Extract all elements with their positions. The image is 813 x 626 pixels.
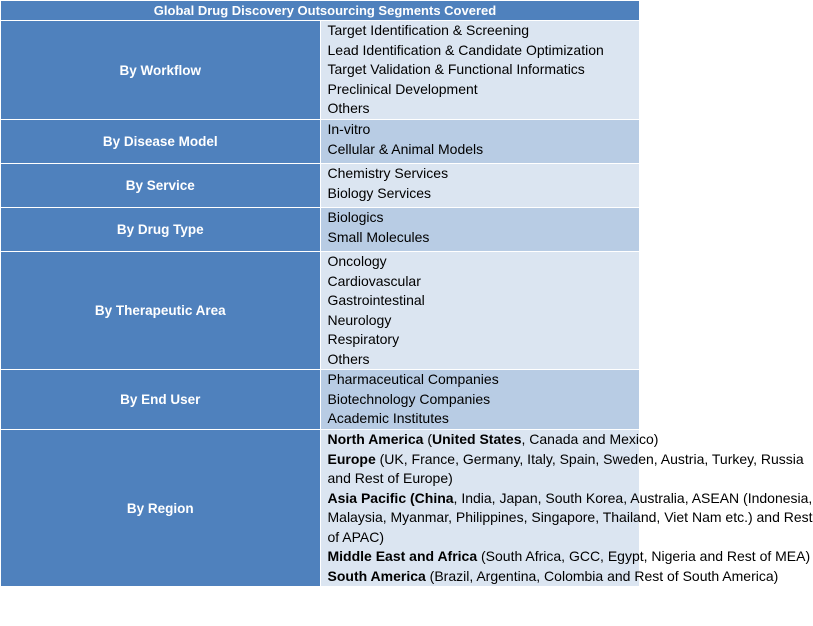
category-workflow: By Workflow xyxy=(1,21,321,120)
table-row xyxy=(1,370,640,430)
items-therapeutic-area xyxy=(320,252,640,370)
list-item: Biotechnology Companies xyxy=(327,390,491,407)
items-disease-model xyxy=(320,120,640,164)
list-item: In-vitro xyxy=(327,121,371,137)
region-detail: , Canada and Mexico) xyxy=(521,431,659,447)
list-item: Oncology xyxy=(327,253,387,269)
region-detail: of APAC) xyxy=(327,528,385,545)
table-row xyxy=(1,430,640,587)
region-detail: ( xyxy=(423,431,433,447)
items-end-user xyxy=(320,370,640,430)
region-name: Asia Pacific (China xyxy=(327,489,454,506)
table-row xyxy=(1,120,640,164)
category-drug-type: By Drug Type xyxy=(1,208,321,252)
list-item: Chemistry Services xyxy=(327,165,449,181)
category-disease-model: By Disease Model xyxy=(1,120,321,164)
region-name: United States xyxy=(432,431,522,447)
region-name: South America xyxy=(327,567,426,584)
list-item: Biologics xyxy=(327,209,384,225)
category-end-user: By End User xyxy=(1,370,321,430)
list-item: Gastrointestinal xyxy=(327,292,425,308)
list-item: Lead Identification & Candidate Optimization xyxy=(327,41,604,58)
category-therapeutic-area: By Therapeutic Area xyxy=(1,252,321,370)
list-item: Neurology xyxy=(327,311,392,328)
region-line xyxy=(327,547,811,567)
list-item: Target Validation & Functional Informatics xyxy=(327,61,585,77)
region-name: Middle East and Africa xyxy=(327,548,478,564)
items-workflow xyxy=(320,21,640,120)
region-detail: , India, Japan, South Korea, Australia, ASEAN (Indonesia, xyxy=(453,489,813,506)
category-region: By Region xyxy=(1,430,321,587)
table-title: Global Drug Discovery Outsourcing Segments Covered xyxy=(1,1,640,21)
list-item: Others xyxy=(327,100,370,116)
list-item: Respiratory xyxy=(327,331,400,347)
list-item: Biology Services xyxy=(327,184,431,201)
items-region xyxy=(320,430,813,587)
table-row xyxy=(1,208,640,252)
region-line xyxy=(327,430,659,450)
region-name: Europe xyxy=(327,450,376,467)
region-list xyxy=(327,430,813,586)
region-line xyxy=(328,528,640,548)
region-detail: and Rest of Europe) xyxy=(327,470,453,486)
region-line xyxy=(327,450,804,470)
list-item: Cellular & Animal Models xyxy=(327,140,484,157)
region-line xyxy=(327,489,813,509)
list-item: Cardiovascular xyxy=(327,272,421,289)
list-item: Small Molecules xyxy=(327,228,430,245)
region-line xyxy=(327,508,813,528)
list-item: Pharmaceutical Companies xyxy=(327,371,499,387)
region-line xyxy=(327,567,779,587)
list-item: Academic Institutes xyxy=(327,410,449,426)
region-detail: (South Africa, GCC, Egypt, Nigeria and Rest of MEA) xyxy=(477,548,811,564)
list-item: Target Identification & Screening xyxy=(327,22,530,38)
items-drug-type xyxy=(320,208,640,252)
table-row xyxy=(1,164,640,208)
table-row xyxy=(1,21,640,120)
items-service xyxy=(320,164,640,208)
region-detail: Malaysia, Myanmar, Philippines, Singapore, Thailand, Viet Nam etc.) and Rest xyxy=(327,509,813,525)
region-name: North America xyxy=(327,431,424,447)
region-detail: (UK, France, Germany, Italy, Spain, Sweden, Austria, Turkey, Russia xyxy=(375,450,804,467)
list-item: Others xyxy=(327,350,370,367)
category-service: By Service xyxy=(1,164,321,208)
list-item: Preclinical Development xyxy=(327,80,478,97)
region-line xyxy=(328,469,640,489)
table-row xyxy=(1,252,640,370)
region-detail: (Brazil, Argentina, Colombia and Rest of South America) xyxy=(425,567,779,584)
